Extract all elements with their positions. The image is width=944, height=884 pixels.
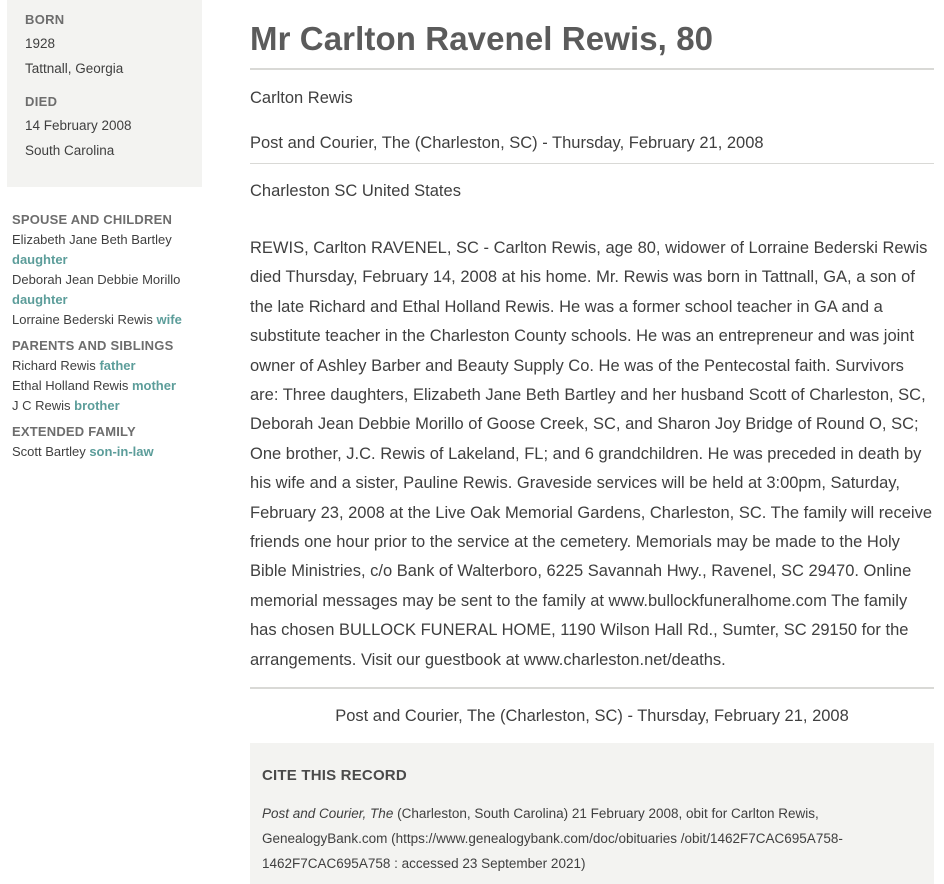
family-member-relation: son-in-law (89, 444, 154, 459)
cite-heading: CITE THIS RECORD (262, 767, 407, 785)
born-place: Tattnall, Georgia (25, 61, 124, 76)
vital-facts-panel (7, 0, 202, 187)
family-member[interactable] (12, 310, 202, 330)
record-source: Post and Courier, The (Charleston, SC) - Thursday, February 21, 2008 (250, 134, 764, 152)
divider (250, 68, 934, 70)
family-member[interactable] (12, 356, 202, 376)
divider (250, 163, 934, 164)
family-member-relation: father (99, 358, 136, 373)
family-member-name[interactable]: Scott Bartley (12, 444, 86, 459)
died-date: 14 February 2008 (25, 118, 132, 133)
family-member[interactable] (12, 270, 202, 310)
family-member-relation: wife (156, 312, 182, 327)
family-member[interactable] (12, 442, 202, 462)
record-location: Charleston SC United States (250, 182, 461, 200)
born-label: BORN (25, 12, 65, 27)
record-name: Carlton Rewis (250, 89, 353, 107)
family-member-name[interactable]: J C Rewis (12, 398, 71, 413)
page-title: Mr Carlton Ravenel Rewis, 80 (250, 20, 714, 57)
extended-family-heading: EXTENDED FAMILY (12, 424, 136, 439)
family-panel (12, 212, 202, 462)
family-member[interactable] (12, 230, 202, 270)
family-member[interactable] (12, 396, 202, 416)
citation-text[interactable] (262, 801, 922, 876)
citation-publication: Post and Courier, The (262, 806, 394, 822)
died-place: South Carolina (25, 143, 115, 158)
family-member[interactable] (12, 376, 202, 396)
divider (250, 687, 934, 689)
footer-source: Post and Courier, The (Charleston, SC) - Thursday, February 21, 2008 (335, 707, 849, 726)
family-member-relation: mother (131, 378, 177, 393)
family-member-name[interactable]: Ethal Holland Rewis (12, 378, 129, 393)
citation-details: (Charleston, South Carolina) 21 February 2008, obit for Carlton Rewis, GenealogyBank.com (https://www.genealogybank.com/doc/obituaries /obit/1462F7CAC695A758-1462F7CAC695A758 : accessed 23 September 2021) (262, 806, 843, 872)
cite-record-box (250, 743, 934, 884)
family-member-relation: daughter (12, 292, 68, 307)
family-member-name[interactable]: Elizabeth Jane Beth Bartley (12, 232, 172, 247)
obituary-record (250, 0, 934, 884)
spouse-children-heading: SPOUSE AND CHILDREN (12, 212, 173, 227)
obituary-text: REWIS, Carlton RAVENEL, SC - Carlton Rewis, age 80, widower of Lorraine Bederski Rewis died Thursday, February 14, 2008 at his home. Mr. Rewis was born in Tattnall, GA, a son of the late Richard and Ethal Holland Rewis. He was a former school teacher in GA and a substitute teacher in the Charleston County schools. He was an entrepreneur and was joint owner of Ashley Barber and Beauty Supply Co. He was of the Pentecostal faith. Survivors are: Three daughters, Elizabeth Jane Beth Bartley and her husband Scott of Charleston, SC, Deborah Jean Debbie Morillo of Goose Creek, SC, and Sharon Joy Bridge of Round O, SC; One brother, J.C. Rewis of Lakeland, FL; and 6 grandchildren. He was preceded in death by his wife and a sister, Pauline Rewis. Graveside services will be held at 3:00pm, Saturday, February 23, 2008 at the Live Oak Memorial Gardens, Charleston, SC. The family will receive friends one hour prior to the service at the cemetery. Memorials may be made to the Holy Bible Ministries, c/o Bank of Walterboro, 6225 Savannah Hwy., Ravenel, SC 29470. Online memorial messages may be sent to the family at www.bullockfuneralhome.com The family has chosen BULLOCK FUNERAL HOME, 1190 Wilson Hall Rd., Sumter, SC 29150 for the arrangements. Visit our guestbook at www.charleston.net/deaths. (250, 239, 932, 669)
family-member-relation: brother (74, 398, 120, 413)
family-member-relation: daughter (12, 252, 68, 267)
family-member-name[interactable]: Deborah Jean Debbie Morillo (12, 272, 181, 287)
born-year: 1928 (25, 36, 56, 51)
family-member-name[interactable]: Richard Rewis (12, 358, 96, 373)
family-member-name[interactable]: Lorraine Bederski Rewis (12, 312, 153, 327)
died-label: DIED (25, 94, 58, 109)
parents-siblings-heading: PARENTS AND SIBLINGS (12, 338, 174, 353)
